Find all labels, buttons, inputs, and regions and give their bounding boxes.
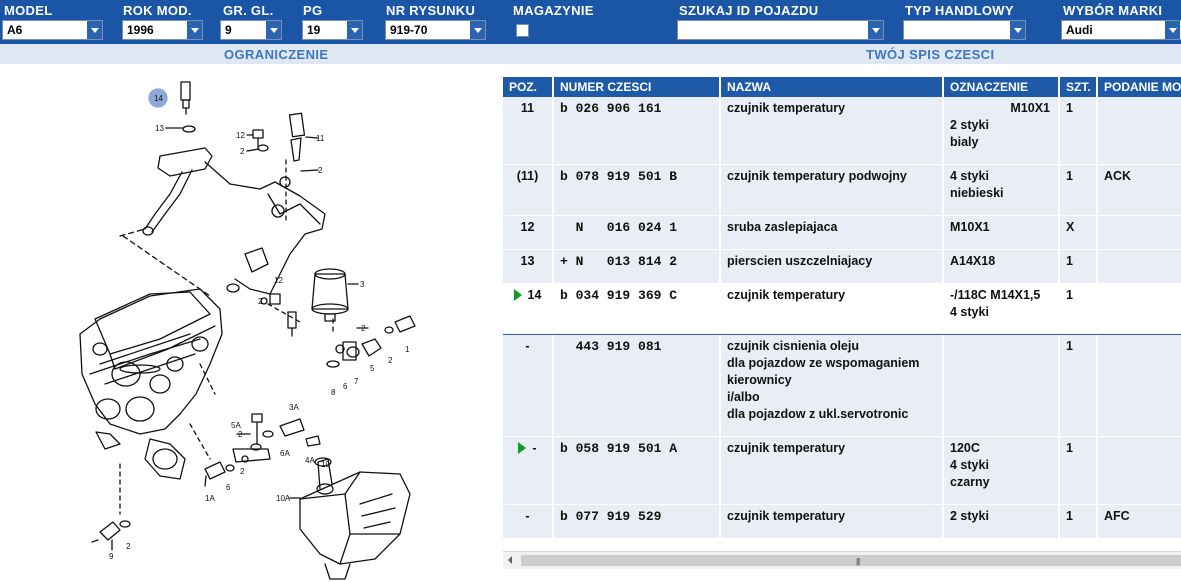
designation-cell <box>944 335 1060 436</box>
name-cell-text: i/albo <box>727 390 760 404</box>
callout-label: 6 <box>226 483 231 492</box>
name-cell <box>721 335 944 436</box>
quantity-cell <box>1060 505 1098 538</box>
table-header <box>503 77 1181 97</box>
part-number-cell-text: + N 013 814 2 <box>560 254 678 269</box>
part-number-cell-text: N 016 024 1 <box>560 220 678 235</box>
position-cell-text: 11 <box>520 101 535 115</box>
col-header-name[interactable]: NAZWA <box>721 77 944 97</box>
position-cell-text: - <box>532 441 537 455</box>
quantity-cell-text: 1 <box>1066 288 1073 302</box>
position-cell <box>503 165 554 215</box>
designation-cell-text: A14X18 <box>950 254 996 268</box>
model-info-cell <box>1098 250 1181 283</box>
model-label: MODEL <box>4 3 53 18</box>
quantity-cell <box>1060 165 1098 215</box>
position-cell <box>503 216 554 249</box>
name-cell-text: dla pojazdow ze wspomaganiem <box>727 356 920 370</box>
designation-cell <box>944 505 1060 538</box>
position-cell-text: 12 <box>520 220 535 234</box>
year-select[interactable] <box>122 20 203 40</box>
callout-label: 11 <box>316 134 325 143</box>
part-number-cell-text: b 026 906 161 <box>560 101 662 116</box>
name-cell-text: czujnik temperatury <box>727 509 846 523</box>
table-row[interactable] <box>503 250 1181 284</box>
designation-cell-text: 120C <box>950 441 980 455</box>
trade-type-select[interactable] <box>903 20 1026 40</box>
chevron-down-icon[interactable] <box>469 21 485 39</box>
quantity-cell-text: 1 <box>1066 169 1073 183</box>
position-cell <box>503 284 554 334</box>
vehicle-id-label: SZUKAJ ID POJAZDU <box>679 3 819 18</box>
chevron-down-icon[interactable] <box>186 21 202 39</box>
model-info-cell <box>1098 165 1181 215</box>
quantity-cell <box>1060 284 1098 334</box>
model-select[interactable] <box>2 20 103 40</box>
callout-label: 8 <box>331 388 336 397</box>
designation-cell-text: -/118C M14X1,5 <box>950 288 1041 302</box>
position-cell <box>503 250 554 283</box>
play-arrow-icon[interactable] <box>518 442 526 454</box>
subgroup-value: 19 <box>307 23 321 37</box>
drawing-number-value: 919-70 <box>390 23 428 37</box>
callout-label: 2 <box>240 467 245 476</box>
section-header-bar <box>0 44 1181 64</box>
name-cell-text: dla pojazdow z ukl.servotronic <box>727 407 909 421</box>
callout-label: 1A <box>205 494 215 503</box>
callout-label: 13 <box>155 124 164 133</box>
stock-checkbox[interactable] <box>516 24 529 37</box>
grip-icon: ||| <box>856 557 860 566</box>
model-value: A6 <box>7 23 23 37</box>
designation-cell-text: 2 styki <box>950 118 989 132</box>
year-value: 1996 <box>127 23 154 37</box>
model-info-cell <box>1098 335 1181 436</box>
name-cell <box>721 437 944 504</box>
callout-label: 4A <box>305 456 315 465</box>
quantity-cell-text: 1 <box>1066 509 1073 523</box>
parts-drawing <box>0 64 500 582</box>
name-cell-text: pierscien uszczelniajacy <box>727 254 873 268</box>
designation-cell-text: czarny <box>950 475 990 489</box>
callout-label: 14 <box>154 94 163 103</box>
callout-label: 5A <box>231 421 241 430</box>
position-cell <box>503 97 554 164</box>
part-number-cell-text: 443 919 081 <box>560 339 662 354</box>
chevron-down-icon[interactable] <box>867 21 883 39</box>
quantity-cell <box>1060 335 1098 436</box>
part-number-cell <box>554 250 721 283</box>
callout-label: 3A <box>289 403 299 412</box>
chevron-down-icon[interactable] <box>265 21 281 39</box>
position-cell-text: 14 <box>527 288 542 302</box>
name-cell <box>721 505 944 538</box>
callout-label: 2 <box>238 430 243 439</box>
name-cell-text: czujnik temperatury <box>727 101 846 115</box>
name-cell <box>721 216 944 249</box>
model-info-cell <box>1098 284 1181 334</box>
stock-label: MAGAZYNIE <box>513 3 594 18</box>
play-arrow-icon[interactable] <box>514 289 522 301</box>
chevron-down-icon[interactable] <box>86 21 102 39</box>
parts-list-title: TWÓJ SPIS CZESCI <box>866 47 995 62</box>
name-cell-text: kierownicy <box>727 373 792 387</box>
drawing-number-label: NR RYSUNKU <box>386 3 476 18</box>
vehicle-id-select[interactable] <box>677 20 884 40</box>
position-cell-text: 13 <box>520 254 535 268</box>
main-group-value: 9 <box>225 23 232 37</box>
callout-label: 2 <box>240 147 245 156</box>
quantity-cell-text: 1 <box>1066 441 1073 455</box>
brand-select[interactable] <box>1061 20 1181 40</box>
designation-cell <box>944 284 1060 334</box>
callout-label: 2 <box>361 324 366 333</box>
table-row[interactable] <box>503 216 1181 250</box>
part-number-cell <box>554 505 721 538</box>
drawing-number-select[interactable] <box>385 20 486 40</box>
designation-cell-text: M10X1 <box>950 220 990 234</box>
position-cell <box>503 335 554 436</box>
filter-bar <box>0 0 1181 44</box>
part-number-cell <box>554 284 721 334</box>
designation-cell-text: 4 styki <box>950 305 989 319</box>
designation-cell <box>944 437 1060 504</box>
callout-label: 12 <box>236 131 245 140</box>
part-number-cell <box>554 216 721 249</box>
quantity-cell <box>1060 250 1098 283</box>
part-number-cell-text: b 058 919 501 A <box>560 441 678 456</box>
parts-diagram[interactable] <box>0 64 500 582</box>
model-info-cell-text: AFC <box>1104 509 1130 523</box>
designation-cell-text: niebieski <box>950 186 1004 200</box>
name-cell <box>721 250 944 283</box>
callout-label: 10A <box>276 494 291 503</box>
main-group-select[interactable] <box>220 20 282 40</box>
chevron-down-icon[interactable] <box>1164 21 1180 39</box>
callout-label: 10 <box>321 460 330 469</box>
callout-label: 6A <box>280 449 290 458</box>
designation-cell <box>944 216 1060 249</box>
name-cell <box>721 284 944 334</box>
part-number-cell <box>554 97 721 164</box>
model-info-cell <box>1098 505 1181 538</box>
scroll-left-icon[interactable] <box>505 553 519 567</box>
callout-label: 2 <box>318 166 323 175</box>
table-row[interactable] <box>503 437 1181 505</box>
designation-cell-text: 4 styki <box>950 458 989 472</box>
callout-label: 5 <box>370 364 375 373</box>
horizontal-scrollbar[interactable] <box>503 551 1181 569</box>
col-header-model-info[interactable]: PODANIE MO <box>1098 77 1181 97</box>
model-info-cell <box>1098 216 1181 249</box>
parts-table <box>503 77 1181 545</box>
quantity-cell-text: 1 <box>1066 254 1073 268</box>
table-row[interactable] <box>503 335 1181 437</box>
quantity-cell <box>1060 437 1098 504</box>
callout-label: 2 <box>388 356 393 365</box>
quantity-cell-text: 1 <box>1066 101 1073 115</box>
part-number-cell-text: b 077 919 529 <box>560 509 662 524</box>
chevron-down-icon[interactable] <box>1009 21 1025 39</box>
brand-value: Audi <box>1066 23 1093 37</box>
table-row[interactable] <box>503 505 1181 539</box>
part-number-cell <box>554 165 721 215</box>
position-cell-text: - <box>525 509 530 523</box>
subgroup-select[interactable] <box>302 20 363 40</box>
name-cell-text: czujnik temperatury <box>727 288 846 302</box>
part-number-cell-text: b 078 919 501 B <box>560 169 678 184</box>
table-row[interactable] <box>503 97 1181 165</box>
part-number-cell <box>554 335 721 436</box>
name-cell-text: czujnik temperatury <box>727 441 846 455</box>
col-header-designation[interactable]: OZNACZENIE <box>944 77 1060 97</box>
callout-label: 12 <box>274 276 283 285</box>
col-header-quantity[interactable]: SZT. <box>1060 77 1098 97</box>
designation-cell <box>944 165 1060 215</box>
trade-type-label: TYP HANDLOWY <box>905 3 1014 18</box>
model-info-cell-text: ACK <box>1104 169 1132 183</box>
position-cell-text: (11) <box>516 169 539 183</box>
position-cell <box>503 505 554 538</box>
table-row[interactable] <box>503 284 1181 335</box>
col-header-part-number[interactable]: NUMER CZESCI <box>554 77 721 97</box>
name-cell-text: czujnik cisnienia oleju <box>727 339 859 353</box>
restriction-title: OGRANICZENIE <box>224 47 329 62</box>
designation-cell-text: bialy <box>950 135 979 149</box>
quantity-cell-text: X <box>1066 220 1075 234</box>
part-number-cell <box>554 437 721 504</box>
designation-cell-text: 4 styki <box>950 169 989 183</box>
designation-cell-text: 2 styki <box>950 509 989 523</box>
main-group-label: GR. GL. <box>223 3 274 18</box>
callout-label: 2 <box>258 297 263 306</box>
quantity-cell-text: 1 <box>1066 339 1073 353</box>
year-label: ROK MOD. <box>123 3 192 18</box>
callout-label: 7 <box>354 377 359 386</box>
model-info-cell <box>1098 437 1181 504</box>
position-cell <box>503 437 554 504</box>
name-cell-text: czujnik temperatury podwojny <box>727 169 907 183</box>
subgroup-label: PG <box>303 3 323 18</box>
callout-label: 2 <box>126 542 131 551</box>
name-cell-text: sruba zaslepiajaca <box>727 220 838 234</box>
designation-cell <box>944 97 1060 164</box>
callout-label: 6 <box>343 382 348 391</box>
table-row[interactable] <box>503 165 1181 216</box>
designation-cell-text: M10X1 <box>1010 101 1050 115</box>
callout-label: 9 <box>109 552 114 561</box>
designation-cell <box>944 250 1060 283</box>
brand-label: WYBÓR MARKI <box>1063 3 1163 18</box>
scrollbar-thumb[interactable] <box>521 555 1181 566</box>
part-number-cell-text: b 034 919 369 C <box>560 288 678 303</box>
col-header-position[interactable]: POZ. <box>503 77 554 97</box>
callout-label: 1 <box>405 345 410 354</box>
callout-label: 3 <box>360 280 365 289</box>
chevron-down-icon[interactable] <box>346 21 362 39</box>
position-cell-text: - <box>525 339 530 353</box>
model-info-cell <box>1098 97 1181 164</box>
name-cell <box>721 165 944 215</box>
quantity-cell <box>1060 216 1098 249</box>
quantity-cell <box>1060 97 1098 164</box>
name-cell <box>721 97 944 164</box>
